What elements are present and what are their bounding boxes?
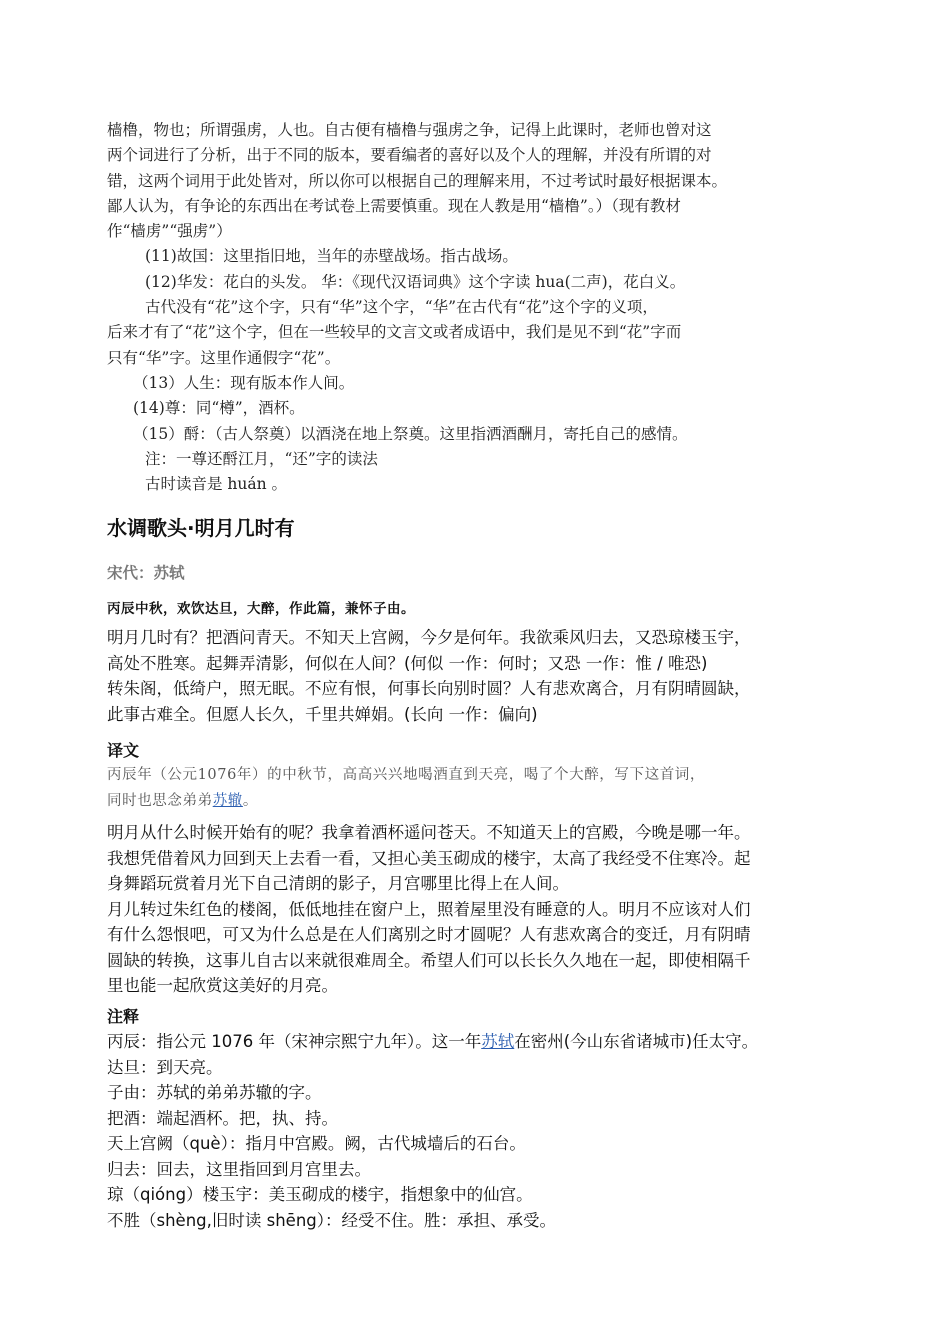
notes-line: 鄙人认为，有争论的东西出在考试卷上需要慎重。现在人教是用“樯橹”。）（现有教材 xyxy=(107,196,681,215)
notes-line: 错，这两个词用于此处皆对，所以你可以根据自己的理解来用，不过考试时最好根据课本。 xyxy=(107,171,728,190)
intro-line: 丙辰年（公元1076年）的中秋节，高高兴兴地喝酒直到天亮，喝了个大醉，写下这首词， xyxy=(107,767,705,783)
notes-line: 樯橹，物也；所谓强虏，人也。自古便有樯橹与强虏之争，记得上此课时，老师也曾对这 xyxy=(107,121,712,139)
continued-notes xyxy=(107,118,867,497)
poem-line: 明月几时有？把酒问青天。不知天上宫阙，今夕是何年。我欲乘风归去，又恐琼楼玉宇， xyxy=(107,628,751,647)
note-13: （13）人生：现有版本作人间。 xyxy=(133,373,355,392)
intro-suffix: 。 xyxy=(242,793,259,809)
annotation-suffix: 在密州(今山东省诸城市)任太守。 xyxy=(514,1032,759,1051)
remark-line: 注：一尊还酹江月，“还”字的读法 xyxy=(145,449,378,468)
remark-line: 古时读音是 huán 。 xyxy=(145,475,288,494)
annotation-item: 不胜（shèng,旧时读 shēng）：经受不住。胜：承担、承受。 xyxy=(107,1210,557,1230)
translation-line: 有什么怨恨吧，可又为什么总是在人们离别之时才圆呢？人有悲欢离合的变迁，月有阴晴 xyxy=(107,925,751,944)
hua-explanation-line: 只有“华”字。这里作通假字“花”。 xyxy=(107,348,341,367)
poem-preface: 丙辰中秋，欢饮达旦，大醉，作此篇，兼怀子由。 xyxy=(107,601,415,617)
annotations-heading: 注释 xyxy=(107,1007,140,1026)
poem-line: 转朱阁，低绮户，照无眠。不应有恨，何事长向别时圆？人有悲欢离合，月有阴晴圆缺， xyxy=(107,679,751,698)
note-15: （15）酹：（古人祭奠）以酒浇在地上祭奠。这里指洒酒酬月，寄托自己的感情。 xyxy=(133,424,688,443)
hua-explanation-line: 后来才有了“花”这个字，但在一些较早的文言文或者成语中，我们是见不到“花”字而 xyxy=(107,323,682,342)
translation-line: 里也能一起欣赏这美好的月亮。 xyxy=(107,976,338,995)
annotation-item: 归去：回去，这里指回到月宫里去。 xyxy=(107,1159,371,1179)
notes-line: 作“樯虏”“强虏”） xyxy=(107,222,232,241)
note-14: (14)尊：同“樽”，酒杯。 xyxy=(133,399,305,418)
translation-line: 明月从什么时候开始有的呢？我拿着酒杯遥问苍天。不知道天上的宫殿，今晚是哪一年。 xyxy=(107,823,751,842)
poem-line: 此事古难全。但愿人长久，千里共婵娟。(长向 一作：偏向) xyxy=(107,704,538,724)
annotation-item: 把酒：端起酒杯。把，执、持。 xyxy=(107,1108,338,1128)
poem-line: 高处不胜寒。起舞弄清影，何似在人间？(何似 一作：何时；又恐 一作：惟 / 唯恐) xyxy=(107,653,708,673)
translation-body xyxy=(107,820,867,999)
note-11: (11)故国：这里指旧地，当年的赤壁战场。指古战场。 xyxy=(145,247,518,266)
annotation-item: 达旦：到天亮。 xyxy=(107,1057,223,1077)
hua-explanation-line: 古代没有“花”这个字，只有“华”这个字，“华”在古代有“花”这个字的义项， xyxy=(145,298,658,317)
notes-line: 两个词进行了分析，出于不同的版本，要看编者的喜好以及个人的理解，并没有所谓的对 xyxy=(107,146,712,165)
annotation-item: 子由：苏轼的弟弟苏辙的字。 xyxy=(107,1083,322,1102)
note-12: (12)华发：花白的头发。 华：《现代汉语词典》这个字读 hua(二声)，花白义。 xyxy=(145,272,686,291)
annotations-body xyxy=(107,1029,867,1233)
annotation-item xyxy=(107,1029,867,1055)
translation-line: 我想凭借着风力回到天上去看一看，又担心美玉砌成的楼宇，太高了我经受不住寒冷。起 xyxy=(107,848,751,868)
poem-author: 宋代：苏轼 xyxy=(107,564,185,582)
su-zhe-link[interactable]: 苏辙 xyxy=(212,793,243,809)
annotation-item: 天上宫阙（què）：指月中宫殿。阙，古代城墙后的石台。 xyxy=(107,1134,526,1153)
translation-heading: 译文 xyxy=(107,741,140,760)
annotation-prefix: 丙辰：指公元 1076 年（宋神宗熙宁九年）。这一年 xyxy=(107,1032,482,1051)
translation-line: 身舞蹈玩赏着月光下自己清朗的影子，月宫哪里比得上在人间。 xyxy=(107,874,569,893)
translation-line: 圆缺的转换，这事儿自古以来就很难周全。希望人们可以长长久久地在一起，即使相隔千 xyxy=(107,950,751,970)
intro-prefix: 同时也思念弟弟 xyxy=(107,793,213,809)
poem-body xyxy=(107,625,867,727)
su-shi-link[interactable]: 苏轼 xyxy=(481,1032,515,1051)
intro-line xyxy=(107,788,867,814)
poem-title: 水调歌头·明月几时有 xyxy=(107,516,295,540)
translation-intro xyxy=(107,762,867,814)
translation-line: 月儿转过朱红色的楼阁，低低地挂在窗户上，照着屋里没有睡意的人。明月不应该对人们 xyxy=(107,899,751,919)
annotation-item: 琼（qióng）楼玉宇：美玉砌成的楼宇，指想象中的仙宫。 xyxy=(107,1185,533,1204)
